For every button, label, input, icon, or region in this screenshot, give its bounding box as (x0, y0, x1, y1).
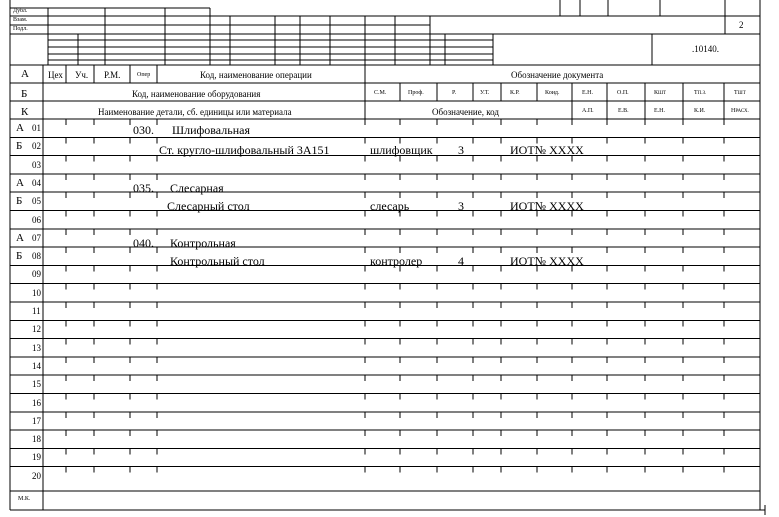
row-number: 17 (32, 415, 41, 426)
op035-rank: 3 (458, 199, 464, 213)
col-equipment: Код, наименование оборудования (132, 89, 261, 99)
col-ut: У.Т. (480, 90, 490, 96)
row-number: 09 (32, 269, 41, 280)
row-number: 03 (32, 159, 41, 170)
col-koid: Коид. (545, 90, 560, 96)
col-ki: К.И. (694, 108, 706, 114)
row-mark: Б (16, 140, 23, 153)
op030-name: Шлифовальная (172, 123, 250, 137)
op030-code: 030. (133, 123, 154, 137)
col-kcht: КШТ (654, 90, 667, 96)
row-number: 19 (32, 452, 41, 463)
podl-label: Подл. (13, 26, 28, 32)
col-oper: Опер (137, 72, 151, 78)
row-type-a: А (21, 68, 29, 80)
document-code: .10140. (692, 44, 719, 54)
row-type-b: Б (21, 88, 28, 100)
col-en: Е.Н. (582, 90, 593, 96)
col-ev: Е.В. (618, 108, 629, 114)
row-number: 06 (32, 214, 41, 225)
row-number: 18 (32, 434, 41, 445)
row-mark: А (16, 122, 24, 134)
col-nrash: НРАСХ. (731, 108, 749, 114)
op030-rank: 3 (458, 143, 464, 157)
op035-equipment: Слесарный стол (167, 199, 250, 213)
op040-code: 040. (133, 236, 154, 250)
sheet-number: 2 (739, 20, 744, 30)
op030-equipment: Ст. кругло-шлифовальный 3А151 (159, 143, 330, 157)
col-tsht: ТШТ (734, 90, 746, 96)
row-mark: А (16, 176, 24, 189)
op040-equipment: Контрольный стол (170, 254, 265, 268)
row-number: 20 (32, 470, 41, 481)
op040-profession: контролер (370, 254, 423, 268)
op035-iot: ИОТ№ ХХХХ (510, 199, 584, 213)
vzam-label: Взам. (13, 17, 28, 23)
row-number: 04 (32, 177, 41, 188)
col-en2: Е.Н. (654, 108, 665, 114)
row-number: 16 (32, 397, 41, 408)
col-kr: К.Р. (510, 90, 520, 96)
row-number: 14 (32, 360, 41, 371)
row-mark: Б (16, 250, 23, 263)
col-r: Р. (452, 90, 457, 96)
col-uch: Уч. (75, 70, 89, 80)
col-op: О.П. (617, 90, 629, 96)
col-operation-name: Код, наименование операции (200, 70, 312, 80)
row-number: 02 (32, 141, 41, 152)
col-prof: Проф. (408, 90, 424, 96)
col-designation-code: Обозначение, код (432, 107, 499, 117)
row-number: 11 (32, 306, 41, 316)
op040-rank: 4 (458, 254, 464, 268)
row-number: 08 (32, 251, 41, 262)
row-mark: Б (16, 195, 23, 208)
row-number: 10 (32, 287, 41, 298)
col-sm: С.М. (374, 90, 387, 96)
op035-name: Слесарная (170, 181, 224, 195)
col-ap: А.П. (582, 108, 594, 114)
row-type-k: К (21, 106, 29, 118)
row-number: 01 (32, 123, 41, 133)
row-number: 12 (32, 324, 41, 335)
op030-iot: ИОТ№ ХХХХ (510, 143, 584, 157)
col-part-name: Наименование детали, сб. единицы или материала (98, 107, 292, 117)
op030-profession: шлифовщик (370, 143, 433, 157)
row-number: 15 (32, 379, 41, 390)
row-mark: А (16, 231, 24, 244)
row-number: 05 (32, 196, 41, 207)
op040-name: Контрольная (170, 236, 236, 250)
row-number: 13 (32, 342, 41, 353)
dubl-label: Дубл. (13, 8, 28, 14)
op040-iot: ИОТ№ ХХХХ (510, 254, 584, 268)
op035-code: 035. (133, 181, 154, 195)
col-tpz: ТП.З. (694, 90, 707, 96)
col-rm: Р.М. (104, 70, 121, 80)
col-doc-designation: Обозначение документа (511, 70, 604, 80)
op035-profession: слесарь (370, 199, 410, 213)
mk-label: М.К. (18, 496, 31, 502)
row-number: 07 (32, 232, 41, 243)
col-ceh: Цех (48, 70, 63, 80)
